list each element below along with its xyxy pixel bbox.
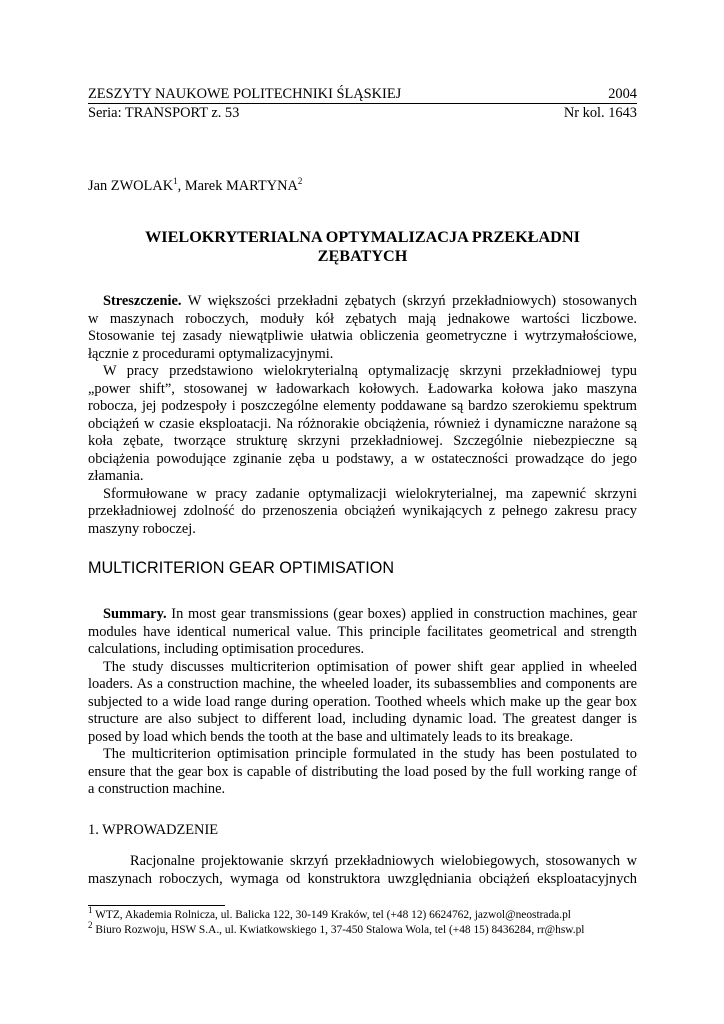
journal-series: Seria: TRANSPORT z. 53 xyxy=(88,105,240,121)
abstract-en-line: Summary. In most gear transmissions (gear boxes) applied in construction machines, gear xyxy=(103,606,637,622)
author-2-footnote-mark: 2 xyxy=(297,176,303,187)
title-line-2: ZĘBATYCH xyxy=(317,247,408,265)
abstract-en-line: ensure that the gear box is capable of distributing the load posed by the full working range of xyxy=(88,763,637,780)
running-header-bottom xyxy=(88,105,637,122)
journal-number: Nr kol. 1643 xyxy=(563,105,637,121)
body-line: maszynach roboczych, wymaga od konstruktora uwzględniania obciążeń eksploatacyjnych xyxy=(88,870,637,887)
abstract-pl-line: Stosowanie tej zasady niewątpliwie ułatwia obliczenia geometryczne i wytrzymałościowe, xyxy=(88,328,637,344)
abstract-en-line: calculations, including optimisation procedures. xyxy=(88,641,365,657)
footnote-1: $^1$ WTZ, Akademia Rolnicza, ul. Balicka 122, 30-149 Kraków, tel (+48 12) 6624762, jazwol@neostrada.pl xyxy=(88,905,571,921)
abstract-pl-line: łącznie z procedurami optymalizacyjnymi. xyxy=(88,345,334,362)
abstract-pl-line: „power shift”, stosowanej w ładowarkach kołowych. Ładowarka kołowa jako maszyna xyxy=(88,380,637,397)
abstract-en-label: Summary. xyxy=(103,606,167,622)
abstract-pl-label: Streszczenie. xyxy=(103,293,182,309)
footnote-rule xyxy=(88,905,225,906)
abstract-polish xyxy=(88,293,637,538)
abstract-en-line: structure are also subject to different load, including dynamic load. The greatest danger is xyxy=(88,711,637,727)
abstract-english xyxy=(88,606,637,799)
abstract-pl-line: Sformułowane w pracy zadanie optymalizacji wielokryterialnej, ma zapewnić skrzyni xyxy=(103,485,637,502)
abstract-pl-line: złamania. xyxy=(88,468,144,484)
english-title: MULTICRITERION GEAR OPTIMISATION xyxy=(88,559,395,577)
footnote-1-mark: 1 xyxy=(88,905,93,916)
abstract-pl-line: obciążenia powodujące zginanie zęba u podstawy, a w ostateczności prowadzące do jego xyxy=(88,450,637,467)
abstract-pl-line: W pracy przedstawiono wielokryterialną optymalizację skrzyni przekładniowej typu xyxy=(103,363,637,379)
abstract-pl-line: Streszczenie. W większości przekładni zębatych (skrzyń przekładniowych) stosowanych xyxy=(103,293,637,309)
author-line xyxy=(88,178,302,195)
author-1: Jan ZWOLAK xyxy=(88,178,174,194)
abstract-pl-line: robocza, jej podzespoły i poszczególne elementy poddawane są bardzo szerokiemu spektrum xyxy=(88,398,637,414)
author-1-footnote-mark: 1 xyxy=(173,176,178,187)
abstract-pl-line: maszyny roboczej. xyxy=(88,520,196,537)
header-rule xyxy=(88,103,637,104)
abstract-en-line: The multicriterion optimisation principle formulated in the study has been postulated to xyxy=(103,746,637,762)
footnote-2: $^2$ Biuro Rozwoju, HSW S.A., ul. Kwiatkowskiego 1, 37-450 Stalowa Wola, tel (+48 15) 8436284, rr@hsw.pl xyxy=(88,920,585,936)
section-body xyxy=(88,853,637,888)
running-header-top xyxy=(88,86,637,103)
abstract-pl-line: obciążeń w czasie eksploatacji. Na różnorakie obciążenia, również i dynamiczne narażone są xyxy=(88,415,637,432)
abstract-pl-line: przekładniowej zdolność do przenoszenia obciążeń wynikających z pełnego zakresu pracy xyxy=(88,503,637,519)
abstract-en-line: The study discusses multicriterion optimisation of power shift gear applied in wheeled xyxy=(103,658,637,675)
author-separator: , xyxy=(177,178,185,194)
author-2: Marek MARTYNA xyxy=(184,178,298,194)
section-heading: 1. WPROWADZENIE xyxy=(88,822,219,838)
footnote-2-mark: 2 xyxy=(88,920,93,931)
abstract-pl-line: w maszynach roboczych, moduły kół zębatych mają jednakowe wartości liczbowe. xyxy=(88,310,637,327)
abstract-en-line: modules have identical numerical value. This principle facilitates geometrical and strength xyxy=(88,623,637,640)
abstract-pl-line: koła zębate, tworzące strukturę skrzyni przekładniowej. Szczególnie niebezpieczne są xyxy=(88,433,637,449)
abstract-en-line: subjected to a wide load range during operation. Toothed wheels which make up the gear box xyxy=(88,693,637,710)
journal-year: 2004 xyxy=(608,86,637,102)
abstract-en-line: a construction machine. xyxy=(88,781,226,797)
body-line: Racjonalne projektowanie skrzyń przekładniowych wielobiegowych, stosowanych w xyxy=(130,853,637,869)
abstract-en-line: posed by load which bends the tooth at the base and ultimately leads to its breakage. xyxy=(88,728,574,745)
abstract-en-line: loaders. As a construction machine, the wheeled loader, its subassemblies and components are xyxy=(88,676,637,692)
journal-name: ZESZYTY NAUKOWE POLITECHNIKI ŚLĄSKIEJ xyxy=(88,86,402,102)
title-line-1: WIELOKRYTERIALNA OPTYMALIZACJA PRZEKŁADNI xyxy=(145,228,580,246)
paper-title xyxy=(88,228,637,266)
